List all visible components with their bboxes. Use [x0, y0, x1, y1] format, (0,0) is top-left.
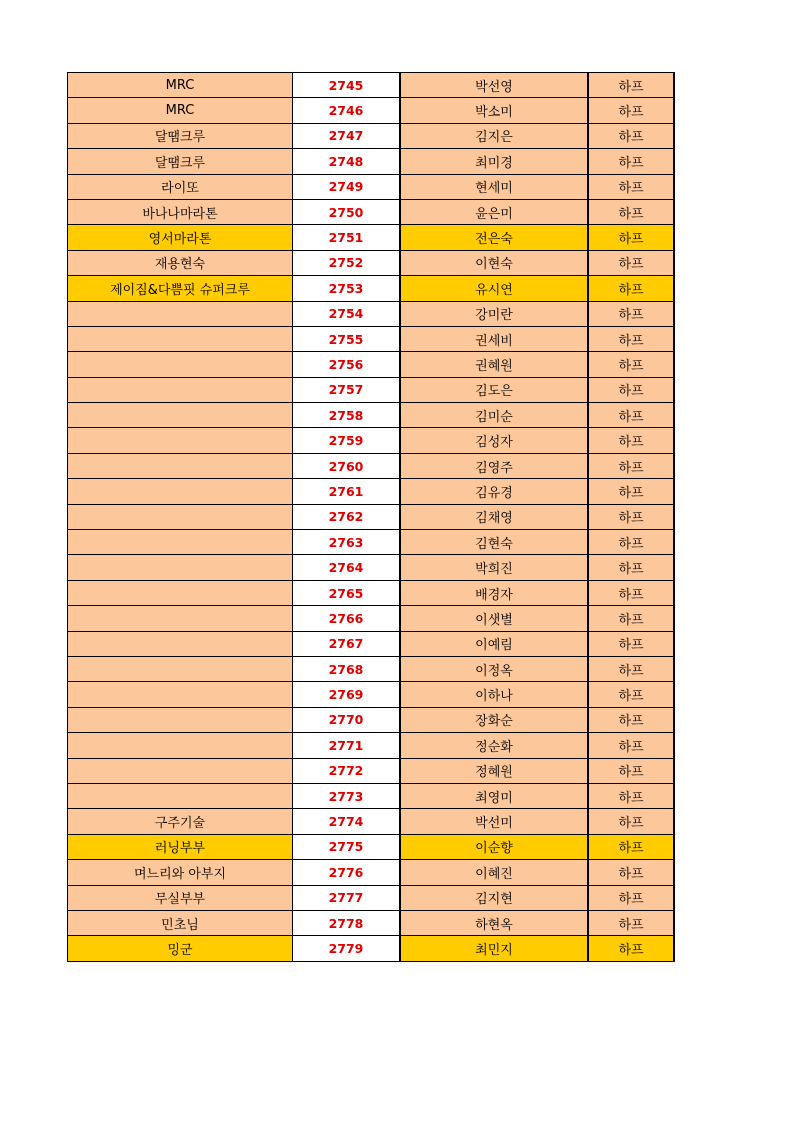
table-row	[68, 936, 675, 961]
course-type-cell: 하프	[588, 656, 674, 681]
bib-number-cell: 2772	[293, 758, 401, 783]
bib-number-cell: 2771	[293, 733, 401, 758]
team-cell: MRC	[68, 73, 293, 98]
bib-number-cell: 2751	[293, 225, 401, 250]
team-cell	[68, 352, 293, 377]
runner-name-cell: 이예림	[400, 631, 588, 656]
runner-name-cell: 강미란	[400, 301, 588, 326]
runner-name-cell: 김채영	[400, 504, 588, 529]
bib-number-cell: 2748	[293, 149, 401, 174]
course-type-cell: 하프	[588, 555, 674, 580]
table-row	[68, 352, 675, 377]
runner-name-cell: 유시연	[400, 276, 588, 301]
bib-number-cell: 2754	[293, 301, 401, 326]
team-cell: MRC	[68, 98, 293, 123]
table-row	[68, 656, 675, 681]
table-row	[68, 403, 675, 428]
team-cell	[68, 606, 293, 631]
team-cell	[68, 733, 293, 758]
runner-name-cell: 윤은미	[400, 199, 588, 224]
runner-name-cell: 이현숙	[400, 250, 588, 275]
runner-name-cell: 김유경	[400, 479, 588, 504]
participant-table	[67, 72, 675, 962]
runner-name-cell: 이샛별	[400, 606, 588, 631]
team-cell	[68, 428, 293, 453]
team-cell	[68, 453, 293, 478]
bib-number-cell: 2770	[293, 707, 401, 732]
course-type-cell: 하프	[588, 250, 674, 275]
runner-name-cell: 현세미	[400, 174, 588, 199]
table-row	[68, 631, 675, 656]
runner-name-cell: 권혜원	[400, 352, 588, 377]
course-type-cell: 하프	[588, 606, 674, 631]
team-cell: 달땜크루	[68, 149, 293, 174]
table-row	[68, 733, 675, 758]
table-row	[68, 149, 675, 174]
table-row	[68, 707, 675, 732]
runner-name-cell: 박선미	[400, 809, 588, 834]
team-cell: 영서마라톤	[68, 225, 293, 250]
bib-number-cell: 2745	[293, 73, 401, 98]
bib-number-cell: 2750	[293, 199, 401, 224]
bib-number-cell: 2766	[293, 606, 401, 631]
table-row	[68, 123, 675, 148]
bib-number-cell: 2779	[293, 936, 401, 961]
course-type-cell: 하프	[588, 428, 674, 453]
course-type-cell: 하프	[588, 123, 674, 148]
bib-number-cell: 2778	[293, 910, 401, 935]
bib-number-cell: 2767	[293, 631, 401, 656]
team-cell	[68, 555, 293, 580]
table-row	[68, 174, 675, 199]
course-type-cell: 하프	[588, 225, 674, 250]
course-type-cell: 하프	[588, 352, 674, 377]
course-type-cell: 하프	[588, 73, 674, 98]
runner-name-cell: 배경자	[400, 580, 588, 605]
team-cell: 달땜크루	[68, 123, 293, 148]
course-type-cell: 하프	[588, 580, 674, 605]
table-row	[68, 606, 675, 631]
team-cell	[68, 682, 293, 707]
runner-name-cell: 최영미	[400, 783, 588, 808]
course-type-cell: 하프	[588, 834, 674, 859]
course-type-cell: 하프	[588, 174, 674, 199]
table-row	[68, 98, 675, 123]
course-type-cell: 하프	[588, 301, 674, 326]
runner-name-cell: 전은숙	[400, 225, 588, 250]
team-cell	[68, 479, 293, 504]
course-type-cell: 하프	[588, 98, 674, 123]
table-row	[68, 479, 675, 504]
team-cell	[68, 326, 293, 351]
table-row	[68, 504, 675, 529]
course-type-cell: 하프	[588, 479, 674, 504]
bib-number-cell: 2764	[293, 555, 401, 580]
runner-name-cell: 최민지	[400, 936, 588, 961]
table-row	[68, 860, 675, 885]
runner-name-cell: 이정옥	[400, 656, 588, 681]
table-row	[68, 199, 675, 224]
bib-number-cell: 2752	[293, 250, 401, 275]
runner-name-cell: 김미순	[400, 403, 588, 428]
team-cell: 무실부부	[68, 885, 293, 910]
bib-number-cell: 2762	[293, 504, 401, 529]
bib-number-cell: 2776	[293, 860, 401, 885]
runner-name-cell: 이순향	[400, 834, 588, 859]
team-cell	[68, 403, 293, 428]
table-row	[68, 809, 675, 834]
bib-number-cell: 2753	[293, 276, 401, 301]
course-type-cell: 하프	[588, 910, 674, 935]
team-cell: 제이짐&다쁨핏 슈퍼크루	[68, 276, 293, 301]
course-type-cell: 하프	[588, 631, 674, 656]
runner-name-cell: 박희진	[400, 555, 588, 580]
runner-name-cell: 박선영	[400, 73, 588, 98]
runner-name-cell: 권세비	[400, 326, 588, 351]
table-row	[68, 301, 675, 326]
course-type-cell: 하프	[588, 682, 674, 707]
team-cell: 며느리와 아부지	[68, 860, 293, 885]
runner-name-cell: 이혜진	[400, 860, 588, 885]
team-cell: 구주기술	[68, 809, 293, 834]
team-cell: 민초님	[68, 910, 293, 935]
bib-number-cell: 2746	[293, 98, 401, 123]
runner-name-cell: 김현숙	[400, 530, 588, 555]
bib-number-cell: 2777	[293, 885, 401, 910]
runner-name-cell: 박소미	[400, 98, 588, 123]
bib-number-cell: 2760	[293, 453, 401, 478]
bib-number-cell: 2755	[293, 326, 401, 351]
table-row	[68, 276, 675, 301]
team-cell	[68, 707, 293, 732]
team-cell	[68, 504, 293, 529]
bib-number-cell: 2756	[293, 352, 401, 377]
table-row	[68, 73, 675, 98]
bib-number-cell: 2769	[293, 682, 401, 707]
table-row	[68, 326, 675, 351]
table-row	[68, 682, 675, 707]
bib-number-cell: 2757	[293, 377, 401, 402]
table-row	[68, 250, 675, 275]
table-row	[68, 225, 675, 250]
bib-number-cell: 2774	[293, 809, 401, 834]
bib-number-cell: 2768	[293, 656, 401, 681]
runner-name-cell: 김지현	[400, 885, 588, 910]
team-cell	[68, 758, 293, 783]
table-row	[68, 428, 675, 453]
team-cell	[68, 580, 293, 605]
table-row	[68, 834, 675, 859]
course-type-cell: 하프	[588, 403, 674, 428]
runner-name-cell: 최미경	[400, 149, 588, 174]
course-type-cell: 하프	[588, 758, 674, 783]
runner-name-cell: 김도은	[400, 377, 588, 402]
team-cell: 러닝부부	[68, 834, 293, 859]
course-type-cell: 하프	[588, 504, 674, 529]
team-cell: 라이또	[68, 174, 293, 199]
bib-number-cell: 2765	[293, 580, 401, 605]
runner-name-cell: 김영주	[400, 453, 588, 478]
bib-number-cell: 2749	[293, 174, 401, 199]
course-type-cell: 하프	[588, 326, 674, 351]
course-type-cell: 하프	[588, 453, 674, 478]
table-row	[68, 530, 675, 555]
team-cell: 밍군	[68, 936, 293, 961]
runner-name-cell: 김지은	[400, 123, 588, 148]
team-cell	[68, 631, 293, 656]
bib-number-cell: 2775	[293, 834, 401, 859]
course-type-cell: 하프	[588, 783, 674, 808]
table-row	[68, 758, 675, 783]
course-type-cell: 하프	[588, 885, 674, 910]
team-cell	[68, 301, 293, 326]
course-type-cell: 하프	[588, 276, 674, 301]
course-type-cell: 하프	[588, 809, 674, 834]
runner-name-cell: 김성자	[400, 428, 588, 453]
bib-number-cell: 2758	[293, 403, 401, 428]
bib-number-cell: 2747	[293, 123, 401, 148]
runner-name-cell: 이하나	[400, 682, 588, 707]
course-type-cell: 하프	[588, 936, 674, 961]
table-row	[68, 555, 675, 580]
course-type-cell: 하프	[588, 733, 674, 758]
team-cell	[68, 530, 293, 555]
bib-number-cell: 2759	[293, 428, 401, 453]
team-cell	[68, 656, 293, 681]
runner-name-cell: 하현옥	[400, 910, 588, 935]
team-cell	[68, 783, 293, 808]
course-type-cell: 하프	[588, 530, 674, 555]
course-type-cell: 하프	[588, 860, 674, 885]
participant-table-body	[68, 73, 675, 962]
course-type-cell: 하프	[588, 707, 674, 732]
team-cell	[68, 377, 293, 402]
bib-number-cell: 2763	[293, 530, 401, 555]
course-type-cell: 하프	[588, 199, 674, 224]
table-row	[68, 453, 675, 478]
bib-number-cell: 2761	[293, 479, 401, 504]
team-cell: 재용현숙	[68, 250, 293, 275]
runner-name-cell: 정순화	[400, 733, 588, 758]
table-row	[68, 885, 675, 910]
table-row	[68, 783, 675, 808]
course-type-cell: 하프	[588, 377, 674, 402]
table-row	[68, 377, 675, 402]
bib-number-cell: 2773	[293, 783, 401, 808]
table-row	[68, 910, 675, 935]
runner-name-cell: 정혜원	[400, 758, 588, 783]
runner-name-cell: 장화순	[400, 707, 588, 732]
table-row	[68, 580, 675, 605]
course-type-cell: 하프	[588, 149, 674, 174]
team-cell: 바나나마라톤	[68, 199, 293, 224]
